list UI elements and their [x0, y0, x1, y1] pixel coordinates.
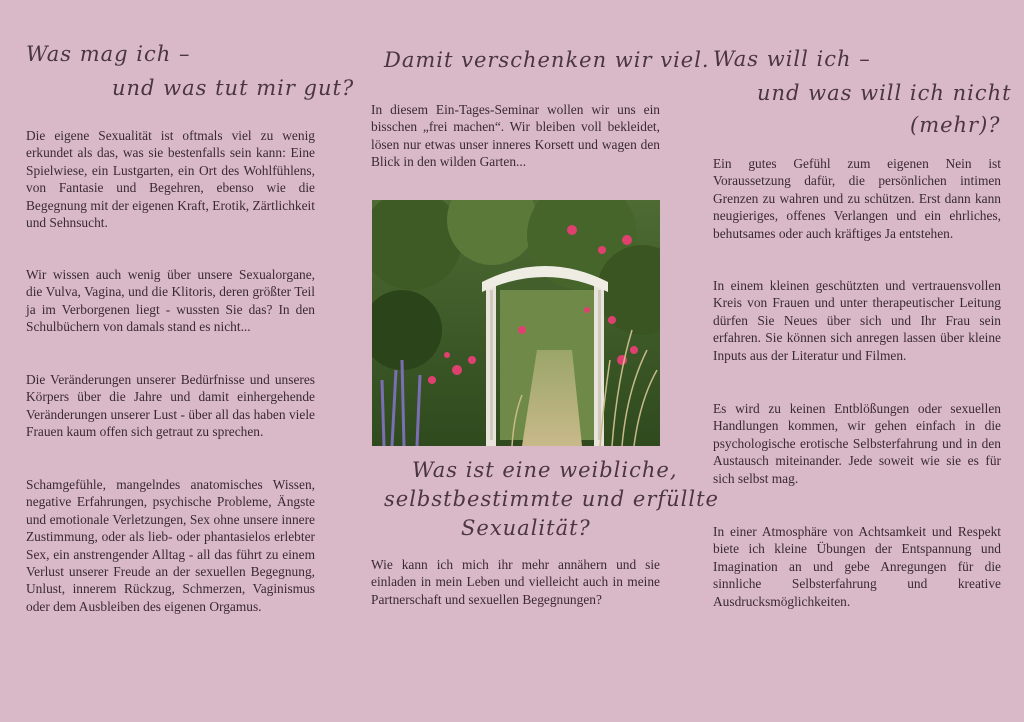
- col2-heading2-line3: Sexualität?: [461, 516, 591, 540]
- col1-paragraph-4: Schamgefühle, mangelndes anatomisches Wissen, negative Erfahrungen, psychische Probleme, Ängste und emotionale Verletzungen, Sex ohne unsere innere Zustimmung, oder als lieb- oder phantasielos erlebter Sex, ein anstrengender Alltag - all das führt zu einem Verlust unserer Freude an der sexuellen Begegnung, Unlust, innerem Rückzug, Schmerzen, Vaginismus oder dem Ausbleiben des eigenen Orgamus.: [26, 477, 315, 614]
- col2-heading2-line1: Was ist eine weibliche,: [412, 458, 678, 482]
- col3-paragraph-1: Ein gutes Gefühl zum eigenen Nein ist Voraussetzung dafür, die persönlichen intimen Grenzen zu wahren und zu schützen. Erst dann kann neugieriges, offenes Verlangen und ein ehrliches, behutsames oder auch kräftiges Ja entstehen.: [713, 156, 1001, 241]
- col3-heading-line1: Was will ich –: [713, 47, 871, 71]
- col2-paragraph-2: Wie kann ich mich ihr mehr annähern und sie einladen in mein Leben und vielleicht auch in meine Partnerschaft und sexuellen Begegnungen?: [371, 557, 660, 607]
- col1-paragraph-1: Die eigene Sexualität ist oftmals viel zu wenig erkundet als das, was sie bestenfalls sein kann: Eine Spielwiese, ein Lustgarten, ein Ort des Wohlfühlens, von Fantasie und Begehren, ebenso wie die Begegnung mit der eigenen Kraft, Erotik, Zärtlichkeit und Sehnsucht.: [26, 128, 315, 231]
- col1-heading-line2: und was tut mir gut?: [112, 76, 355, 100]
- col1-heading-line1: Was mag ich –: [26, 42, 191, 66]
- col1-paragraph-2: Wir wissen auch wenig über unsere Sexualorgane, die Vulva, Vagina, und die Klitoris, deren größter Teil ja im Verborgenen liegt - wussten Sie das? In den Schulbüchern von damals stand es nicht...: [26, 267, 315, 335]
- col2-paragraph-1: In diesem Ein-Tages-Seminar wollen wir uns ein bisschen „frei machen“. Wir bleiben voll bekleidet, lösen nur etwas unser inneres Korsett und wagen den Blick in den wilden Garten...: [371, 102, 660, 170]
- garden-arch-photo: [372, 200, 660, 446]
- col2-heading: Damit verschenken wir viel.: [384, 48, 710, 72]
- col3-heading-line2: und was will ich nicht: [757, 81, 1012, 105]
- col2-heading2-line2: selbstbestimmte und erfüllte: [384, 487, 719, 511]
- col1-paragraph-3: Die Veränderungen unserer Bedürfnisse und unseres Körpers über die Jahre und damit einhergehende Veränderungen unserer Lust - über all das haben viele Frauen kaum offen sich getraut zu sprechen.: [26, 372, 315, 440]
- col3-paragraph-3: Es wird zu keinen Entblößungen oder sexuellen Handlungen kommen, wir gehen einfach in die psychologische erotische Selbsterfahrung und in den Austausch miteinander. Jede soweit wie sie es für sich selbst mag.: [713, 401, 1001, 486]
- col3-heading-line3: (mehr)?: [910, 113, 1001, 137]
- col3-paragraph-2: In einem kleinen geschützten und vertrauensvollen Kreis von Frauen und unter therapeutischer Leitung dürfen Sie Neues über sich und Ihr Frau sein erfahren. Sie können sich anregen lassen über kleine Inputs aus der Literatur und Filmen.: [713, 278, 1001, 363]
- col3-paragraph-4: In einer Atmosphäre von Achtsamkeit und Respekt biete ich kleine Übungen der Entspannung und Imagination an und gebe Anregungen für die sinnliche Selbsterfahrung und kreative Ausdrucksmöglichkeiten.: [713, 524, 1001, 609]
